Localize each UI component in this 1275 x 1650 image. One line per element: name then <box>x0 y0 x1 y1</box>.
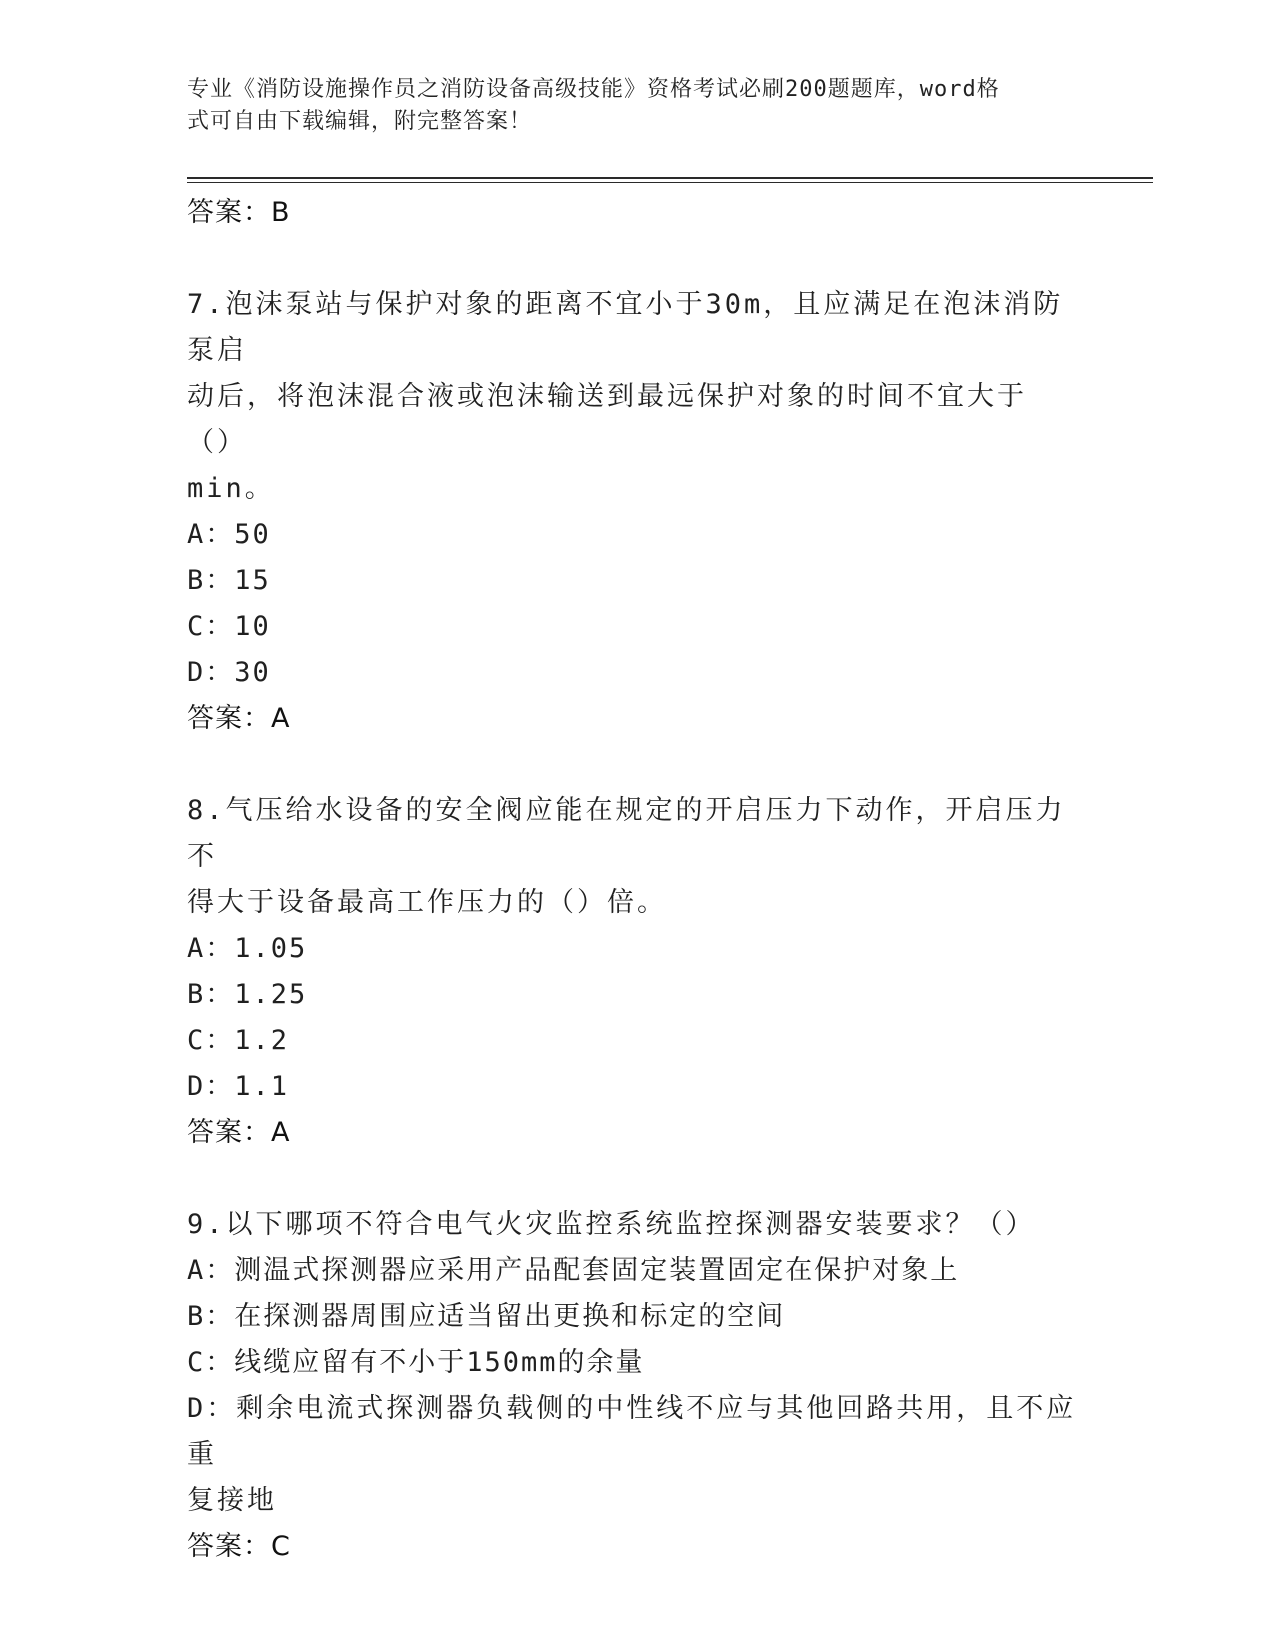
spacer <box>187 236 1087 282</box>
question-stem <box>187 1202 1067 1248</box>
option-a: A：1.05 <box>187 933 308 964</box>
question-stem-line: 9.以下哪项不符合电气火灾监控系统监控探测器安装要求？（） <box>187 1209 1036 1240</box>
header-line-1: 专业《消防设施操作员之消防设备高级技能》资格考试必刷200题题库，word格 <box>187 77 1000 102</box>
header-line-2: 式可自由下载编辑，附完整答案！ <box>187 109 533 134</box>
header-divider-thick <box>187 177 1153 179</box>
option-b: B：在探测器周围应适当留出更换和标定的空间 <box>187 1301 786 1332</box>
option-d-line: D：剩余电流式探测器负载侧的中性线不应与其他回路共用，且不应重 <box>187 1393 1077 1470</box>
question-stem-line: min。 <box>187 473 275 504</box>
option-a: A：50 <box>187 519 271 550</box>
option-b: B：1.25 <box>187 979 308 1010</box>
option-a: A：测温式探测器应采用产品配套固定装置固定在保护对象上 <box>187 1255 960 1286</box>
option-d: D：1.1 <box>187 1071 290 1102</box>
answer: 答案：A <box>187 703 291 734</box>
question-stem-line: 8.气压给水设备的安全阀应能在规定的开启压力下动作，开启压力不 <box>187 795 1066 872</box>
answer: 答案：A <box>187 1117 291 1148</box>
spacer <box>187 742 1087 788</box>
option-d-line: 复接地 <box>187 1485 277 1516</box>
question-stem-line: 7.泡沫泵站与保护对象的距离不宜小于30m，且应满足在泡沫消防泵启 <box>187 289 1064 366</box>
spacer <box>187 1156 1087 1202</box>
option-c: C：线缆应留有不小于150mm的余量 <box>187 1347 645 1378</box>
document-header <box>187 74 1067 138</box>
option-d <box>187 1386 1077 1524</box>
question-7 <box>187 282 1087 742</box>
question-stem-line: 动后，将泡沫混合液或泡沫输送到最远保护对象的时间不宜大于（） <box>187 381 1027 458</box>
option-c: C：1.2 <box>187 1025 290 1056</box>
option-b: B：15 <box>187 565 271 596</box>
answer: 答案：C <box>187 1531 291 1562</box>
page-content <box>187 190 1087 1570</box>
question-9 <box>187 1202 1087 1570</box>
question-stem-line: 得大于设备最高工作压力的（）倍。 <box>187 887 667 918</box>
option-c: C：10 <box>187 611 271 642</box>
question-stem <box>187 282 1067 512</box>
question-8 <box>187 788 1087 1156</box>
header-divider-thin <box>187 182 1153 183</box>
option-d: D：30 <box>187 657 271 688</box>
previous-answer: 答案：B <box>187 197 291 228</box>
question-stem <box>187 788 1067 926</box>
